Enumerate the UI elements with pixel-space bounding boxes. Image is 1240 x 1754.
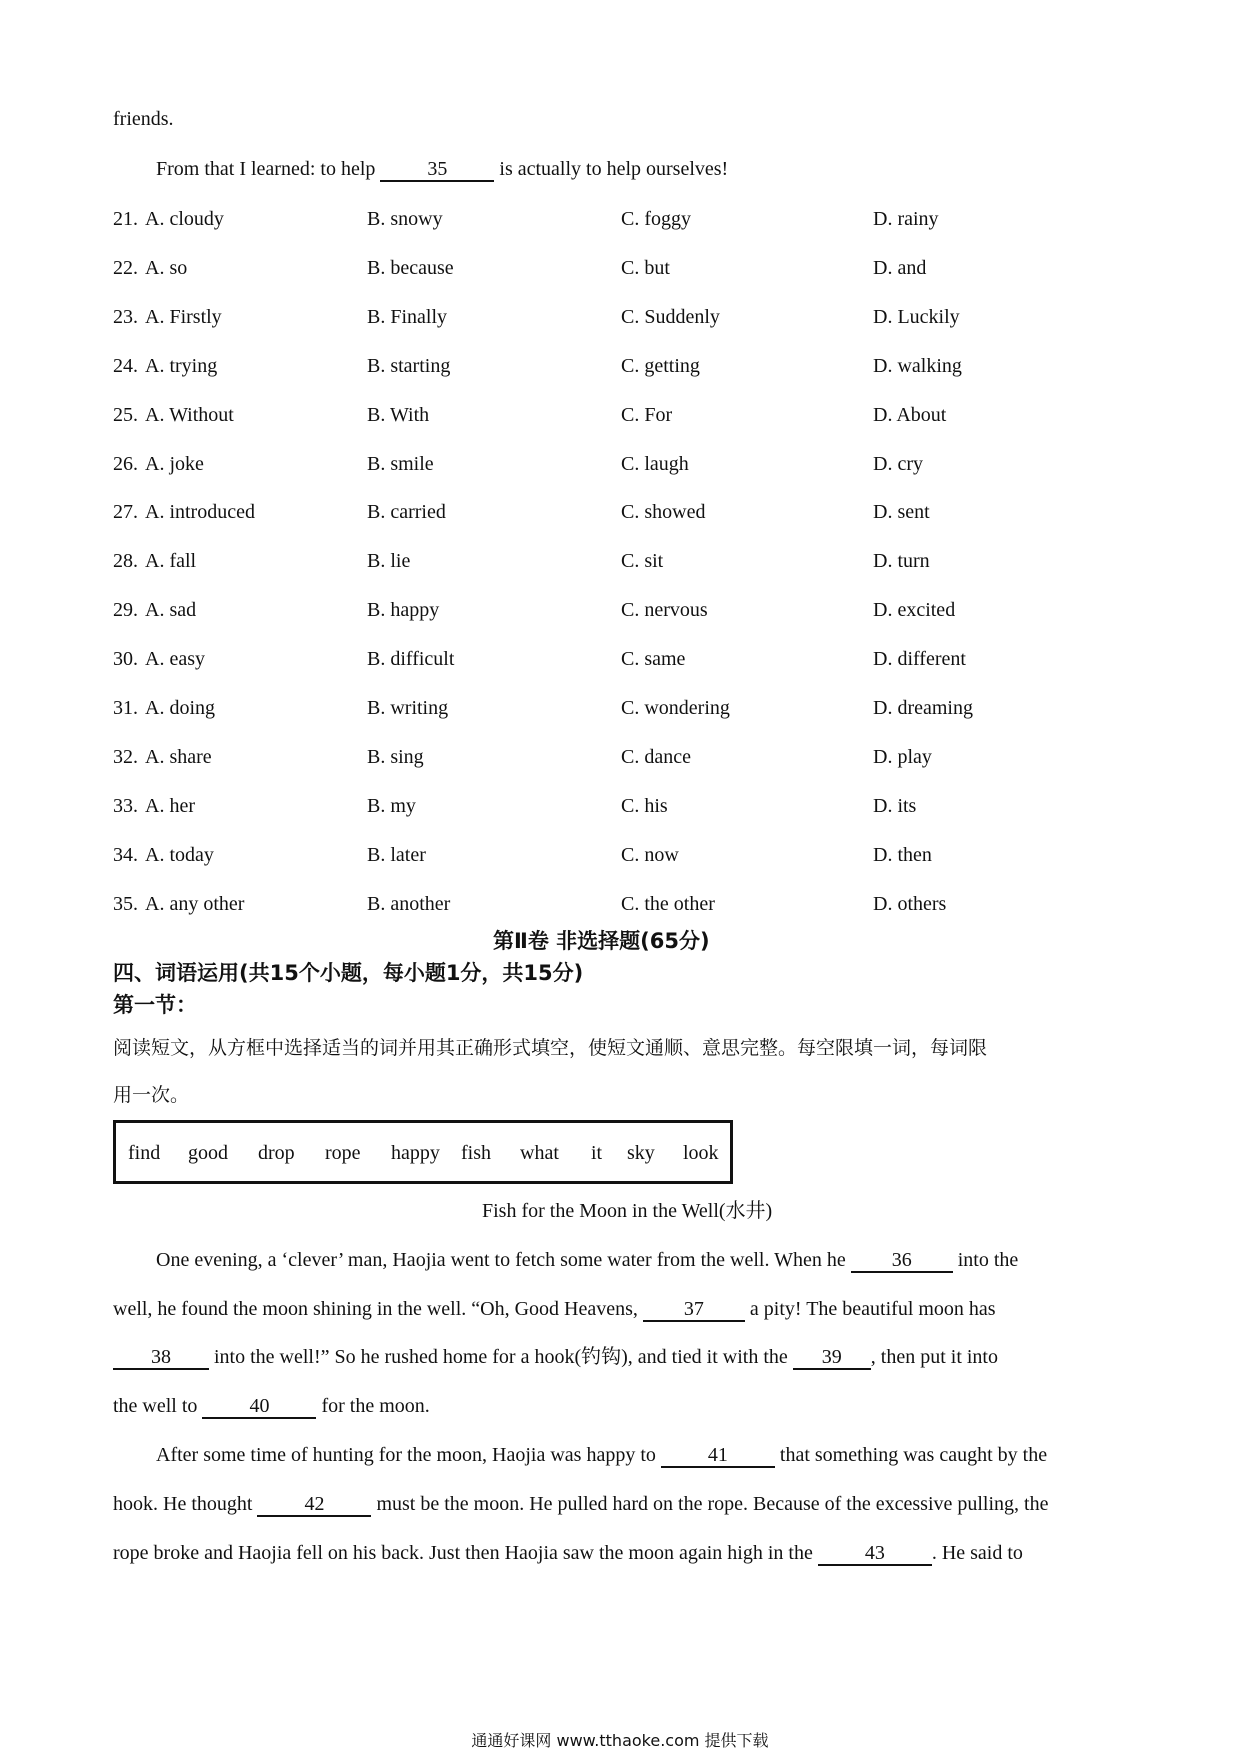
blank-39: 39 [793, 1346, 871, 1370]
option-c: C. but [621, 256, 670, 279]
option-row [113, 354, 1123, 380]
text-span: the well to [113, 1395, 203, 1417]
question-number: 21. [113, 208, 138, 230]
option-c: C. foggy [621, 208, 691, 230]
question-number: 31. [113, 697, 138, 719]
option-d: D. Luckily [873, 305, 960, 328]
option-row [113, 452, 1123, 478]
option-b: B. lie [367, 550, 411, 573]
option-row [113, 500, 1123, 526]
question-number: 32. [113, 745, 138, 768]
option-a: A. joke [145, 452, 204, 475]
question-number: 33. [113, 794, 138, 817]
option-row [113, 745, 1123, 771]
option-row [113, 207, 1123, 233]
option-a: A. easy [145, 648, 205, 671]
option-b: B. writing [367, 697, 449, 719]
option-row [113, 305, 1123, 331]
para1-line-4 [113, 1394, 430, 1419]
option-a: A. any other [145, 892, 245, 915]
option-c: C. laugh [621, 452, 689, 475]
option-c: C. For [621, 403, 673, 426]
option-a: A. doing [145, 697, 215, 719]
option-d: D. turn [873, 550, 930, 573]
option-row [113, 403, 1123, 429]
blank-41: 41 [661, 1444, 775, 1468]
learned-sentence [156, 157, 728, 182]
option-b: B. happy [367, 599, 440, 622]
text-span: hook. He thought [113, 1493, 258, 1515]
option-c: C. nervous [621, 599, 708, 622]
option-c: C. same [621, 648, 686, 671]
option-c: C. wondering [621, 697, 730, 719]
option-d: D. its [873, 794, 917, 817]
option-c: C. the other [621, 892, 715, 915]
continued-text: friends. [113, 108, 174, 130]
option-row [113, 549, 1123, 575]
option-d: D. rainy [873, 208, 939, 230]
word-box-item: find [128, 1142, 161, 1164]
question-number: 28. [113, 550, 138, 573]
option-row [113, 598, 1123, 624]
word-box-item: what [520, 1142, 559, 1164]
option-b: B. Finally [367, 305, 448, 328]
question-number: 24. [113, 354, 138, 377]
option-d: D. walking [873, 354, 962, 377]
option-c: C. his [621, 794, 668, 817]
instruction-line-2: 用一次。 [113, 1084, 190, 1106]
instruction-line-1: 阅读短文，从方框中选择适当的词并用其正确形式填空，使短文通顺、意思完整。每空限填一词，每词限 [113, 1037, 988, 1059]
text-span: rope broke and Haojia fell on his back. Just then Haojia saw the moon again high in the [113, 1542, 818, 1564]
option-b: B. smile [367, 452, 434, 475]
option-c: C. sit [621, 550, 664, 573]
blank-40: 40 [202, 1395, 316, 1419]
blank-37: 37 [643, 1298, 745, 1322]
option-a: A. cloudy [145, 208, 224, 230]
text-span: . He said to [931, 1542, 1023, 1564]
option-b: B. because [367, 256, 454, 279]
story-title: Fish for the Moon in the Well(水井) [482, 1200, 773, 1222]
blank-42: 42 [257, 1493, 371, 1517]
section4-title: 四、词语运用(共15个小题，每小题1分，共15分) [113, 961, 584, 985]
question-number: 30. [113, 648, 138, 671]
option-d: D. cry [873, 452, 923, 475]
option-a: A. Without [145, 403, 234, 426]
option-row [113, 843, 1123, 869]
text-span: well, he found the moon shining in the well. “Oh, Good Heavens, [113, 1298, 643, 1320]
para2-line-2 [113, 1492, 1048, 1517]
word-box-item: it [591, 1142, 603, 1164]
option-b: B. later [367, 843, 426, 866]
question-number: 22. [113, 256, 138, 279]
option-c: C. getting [621, 354, 700, 377]
blank-36: 36 [851, 1249, 953, 1273]
option-a: A. Firstly [145, 305, 222, 328]
question-number: 26. [113, 452, 138, 475]
word-box [113, 1120, 733, 1184]
question-number: 23. [113, 305, 138, 328]
subsection1-title: 第一节： [113, 993, 197, 1017]
text-span: After some time of hunting for the moon, Haojia was happy to [156, 1444, 661, 1466]
option-row [113, 696, 1123, 722]
word-box-item: good [188, 1142, 228, 1164]
option-a: A. trying [145, 354, 218, 377]
text-span: into the [952, 1249, 1019, 1271]
option-a: A. introduced [145, 501, 255, 524]
option-b: B. starting [367, 354, 451, 377]
option-b: B. carried [367, 501, 446, 524]
option-c: C. dance [621, 745, 691, 768]
option-d: D. About [873, 403, 947, 426]
option-b: B. With [367, 403, 430, 426]
word-box-item: drop [258, 1142, 295, 1164]
option-d: D. dreaming [873, 697, 973, 719]
para2-line-3 [113, 1541, 1023, 1566]
option-d: D. sent [873, 501, 930, 524]
text-span: that something was caught by the [774, 1444, 1048, 1466]
para1-line-3 [113, 1345, 998, 1370]
option-a: A. sad [145, 599, 197, 622]
para1-line-2 [113, 1297, 996, 1322]
word-box-item: sky [627, 1142, 655, 1164]
option-d: D. others [873, 892, 947, 915]
text-span: for the moon. [316, 1395, 430, 1417]
blank-43: 43 [818, 1542, 932, 1566]
word-box-item: rope [325, 1142, 361, 1164]
question-number: 27. [113, 501, 138, 524]
word-box-item: happy [391, 1142, 440, 1164]
option-b: B. another [367, 892, 451, 915]
option-c: C. now [621, 843, 679, 866]
option-b: B. snowy [367, 208, 443, 230]
option-row [113, 256, 1123, 282]
blank-35: 35 [380, 158, 494, 182]
option-b: B. sing [367, 745, 424, 768]
word-box-item: look [683, 1142, 719, 1164]
question-number: 35. [113, 892, 138, 915]
question-number: 34. [113, 843, 138, 866]
learned-after: is actually to help ourselves! [494, 158, 729, 180]
question-number: 25. [113, 403, 138, 426]
option-a: A. so [145, 256, 188, 279]
option-row [113, 892, 1123, 918]
option-b: B. my [367, 794, 416, 817]
option-b: B. difficult [367, 648, 455, 671]
option-a: A. today [145, 843, 214, 866]
option-a: A. her [145, 794, 195, 817]
question-number: 29. [113, 599, 138, 622]
text-span: must be the moon. He pulled hard on the rope. Because of the excessive pulling, the [371, 1493, 1049, 1515]
option-a: A. share [145, 745, 212, 768]
option-d: D. excited [873, 599, 956, 622]
option-d: D. and [873, 256, 927, 279]
option-c: C. Suddenly [621, 305, 720, 328]
option-row [113, 647, 1123, 673]
option-d: D. different [873, 648, 966, 671]
option-d: D. then [873, 843, 932, 866]
part2-title: 第Ⅱ卷 非选择题(65分) [493, 929, 710, 953]
text-span: into the well!” So he rushed home for a hook(钓钩), and tied it with the [209, 1346, 793, 1368]
option-a: A. fall [145, 550, 197, 573]
text-span: , then put it into [870, 1346, 998, 1368]
option-d: D. play [873, 745, 932, 768]
para1-line-1 [156, 1248, 1018, 1273]
blank-38: 38 [113, 1346, 209, 1370]
option-c: C. showed [621, 501, 706, 524]
para2-line-1 [156, 1443, 1047, 1468]
text-span: One evening, a ‘clever’ man, Haojia went to fetch some water from the well. When he [156, 1249, 851, 1271]
option-row [113, 794, 1123, 820]
word-box-item: fish [461, 1142, 491, 1164]
page-footer: 通通好课网 www.tthaoke.com 提供下载 [471, 1731, 769, 1750]
learned-before: From that I learned: to help [156, 158, 381, 180]
text-span: a pity! The beautiful moon has [744, 1298, 996, 1320]
